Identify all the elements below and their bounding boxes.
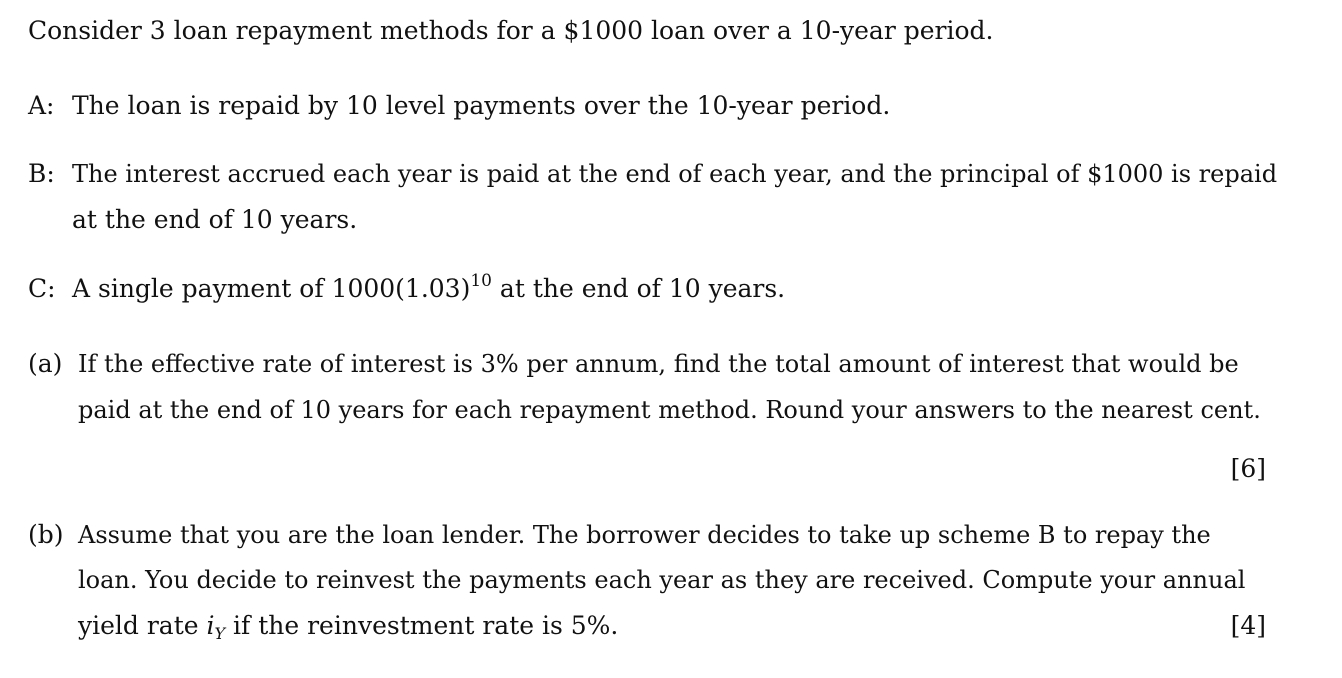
question-a-text-line-1: If the effective rate of interest is 3% per annum, find the total amount of interest that would be xyxy=(78,350,1239,378)
question-a-marks: [6] xyxy=(1230,454,1266,483)
question-b-label: (b) xyxy=(28,520,64,549)
question-b-marks: [4] xyxy=(1230,611,1266,640)
question-b-text-line-1: Assume that you are the loan lender. The borrower decides to take up scheme B to repay the xyxy=(78,521,1211,549)
question-b-text-line-2: loan. You decide to reinvest the payments each year as they are received. Compute your annual xyxy=(78,566,1246,594)
method-c-text-before: A single payment of 1000(1.03) xyxy=(72,274,471,303)
question-b-text-line-3 xyxy=(78,609,618,643)
method-c-text-after: at the end of 10 years. xyxy=(491,274,786,303)
question-b-text-after: if the reinvestment rate is 5%. xyxy=(225,611,619,640)
question-a-text-line-2: paid at the end of 10 years for each repayment method. Round your answers to the nearest cent. xyxy=(78,396,1261,424)
method-b-label: B: xyxy=(28,159,55,188)
method-c-text xyxy=(72,272,785,306)
method-c-label: C: xyxy=(28,274,56,303)
method-b-text-line-2: at the end of 10 years. xyxy=(72,205,358,234)
yield-rate-variable: i xyxy=(206,611,215,640)
method-c-exponent: 10 xyxy=(470,271,492,291)
method-b-text-line-1: The interest accrued each year is paid at the end of each year, and the principal of $1000 is repaid xyxy=(72,160,1278,188)
method-a-text: The loan is repaid by 10 level payments over the 10-year period. xyxy=(72,91,891,120)
question-a-label: (a) xyxy=(28,349,63,378)
yield-rate-subscript: Y xyxy=(214,624,226,643)
method-a-label: A: xyxy=(28,91,55,120)
intro-text: Consider 3 loan repayment methods for a $1000 loan over a 10-year period. xyxy=(28,16,994,45)
question-b-text-before: yield rate xyxy=(78,611,207,640)
